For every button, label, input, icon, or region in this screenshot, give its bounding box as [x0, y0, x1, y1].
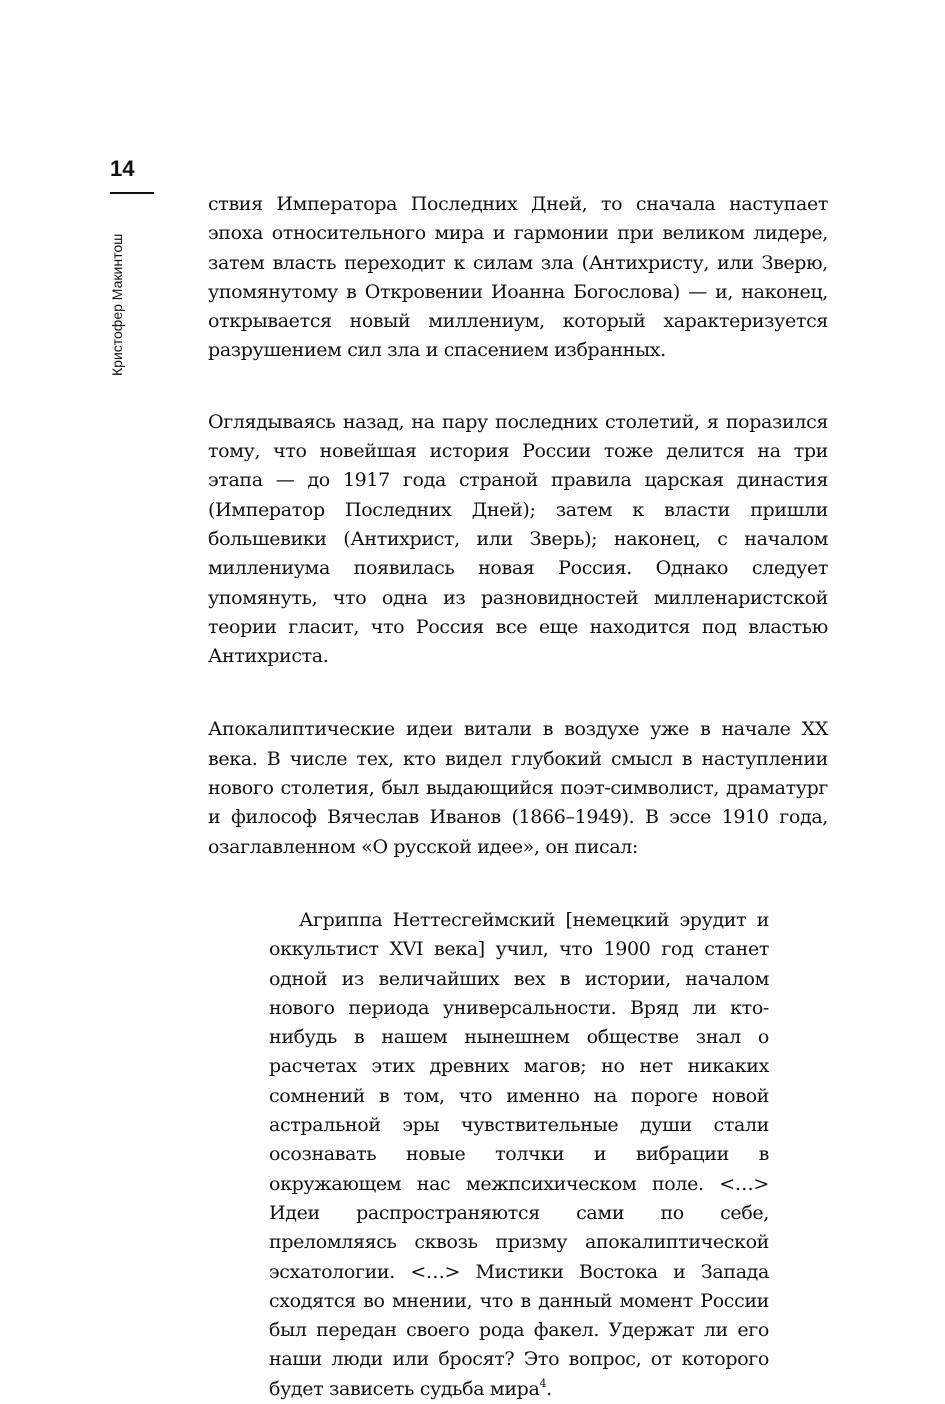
main-text — [208, 190, 828, 1404]
running-head-author: Кристофер Макинтош — [109, 233, 125, 376]
footnote-marker[interactable]: 4 — [539, 1376, 547, 1390]
paragraph-2: Оглядываясь назад, на пару последних столетий, я поразился тому, что новейшая история России тоже делится на три этапа — до 1917 года страной правила царская династия (Император Последних Дней); затем к власти пришли большевики (Антихрист, или Зверь); наконец, с началом миллениума появилась новая Россия. Однако следует упомянуть, что одна из разновидностей милленаристской теории гласит, что Россия все еще находится под властью Антихриста. — [208, 410, 828, 668]
quote-paragraph — [269, 906, 769, 1404]
page-number: 14 — [110, 156, 135, 181]
quote-end: . — [546, 1377, 552, 1400]
paragraph-1: ствия Императора Последних Дней, то сначала наступает эпоха относительного мира и гармонии при великом лидере, затем власть переходит к силам зла (Антихристу, или Зверю, упомянутому в Откровении Иоанна Богослова) — и, наконец, открывается новый миллениум, который характеризуется разрушением сил зла и спасением избранных. — [208, 193, 828, 362]
block-quote — [269, 906, 769, 1404]
paragraph-3: Апокалиптические идеи витали в воздухе уже в начале XX века. В числе тех, кто видел глубокий смысл в наступлении нового столетия, был выдающийся поэт-символист, драматург и философ Вячеслав Иванов (1866–1949). В эссе 1910 года, озаглавленном «О русской идее», он писал: — [208, 718, 828, 858]
quote-text: Агриппа Неттесгеймский [немецкий эрудит и оккультист XVI века] учил, что 1900 год станет одной из величайших вех в истории, началом нового периода универсальности. Вряд ли кто-нибудь в нашем нынешнем обществе знал о расчетах этих древних магов; но нет никаких сомнений в том, что именно на пороге новой астральной эры чувствительные души стали осознавать новые толчки и вибрации в окружающем нас межпсихическом поле. <…> Идеи распространяются сами по себе, преломляясь сквозь призму апокалиптической эсхатологии. <…> Мистики Востока и Запада сходятся во мнении, что в данный момент России был передан своего рода факел. Удержат ли его наши люди или бросят? Это вопрос, от которого будет зависеть судьба мира — [269, 908, 769, 1400]
